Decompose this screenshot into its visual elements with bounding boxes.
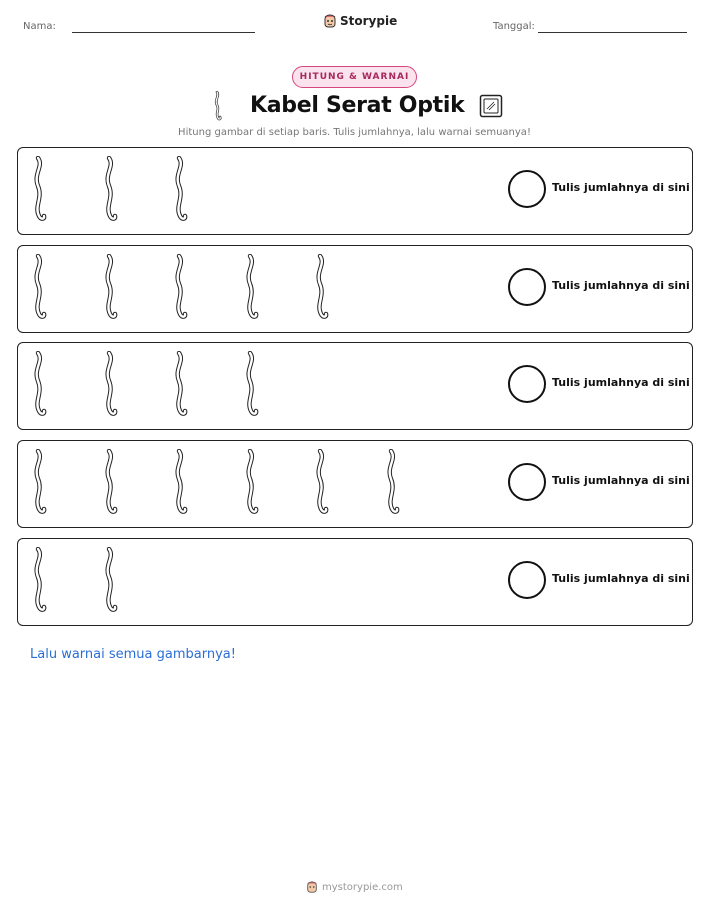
answer-label: Tulis jumlahnya di sini: [552, 572, 690, 585]
fiber-optic-cable-icon: [212, 91, 224, 121]
fiber-optic-cable-icon[interactable]: [171, 449, 193, 515]
answer-label: Tulis jumlahnya di sini: [552, 474, 690, 487]
count-row-4: [17, 440, 693, 528]
fiber-optic-cable-icon[interactable]: [242, 449, 264, 515]
coloring-instruction: Lalu warnai semua gambarnya!: [30, 647, 236, 662]
fiber-optic-cable-icon[interactable]: [171, 156, 193, 222]
fiber-optic-cable-icon[interactable]: [242, 254, 264, 320]
fiber-optic-cable-icon[interactable]: [312, 254, 334, 320]
fiber-optic-cable-icon[interactable]: [383, 449, 405, 515]
fiber-optic-cable-icon[interactable]: [312, 449, 334, 515]
count-row-1: [17, 147, 693, 235]
page-title: Kabel Serat Optik: [250, 93, 465, 118]
fiber-optic-cable-icon[interactable]: [30, 449, 52, 515]
answer-label: Tulis jumlahnya di sini: [552, 376, 690, 389]
count-row-3: [17, 342, 693, 430]
answer-circle[interactable]: [508, 463, 546, 501]
fiber-optic-cable-icon[interactable]: [30, 351, 52, 417]
answer-label: Tulis jumlahnya di sini: [552, 181, 690, 194]
site-url: mystorypie.com: [322, 881, 403, 893]
answer-circle[interactable]: [508, 170, 546, 208]
fiber-optic-cable-icon[interactable]: [101, 156, 123, 222]
name-label: Nama:: [23, 21, 56, 32]
fiber-optic-cable-icon[interactable]: [30, 156, 52, 222]
fiber-optic-cable-icon[interactable]: [101, 449, 123, 515]
date-line[interactable]: [538, 32, 687, 33]
date-label: Tanggal:: [493, 21, 535, 32]
brand-logo: [323, 13, 397, 29]
count-row-2: [17, 245, 693, 333]
instructions: Hitung gambar di setiap baris. Tulis jumlahnya, lalu warnai semuanya!: [178, 127, 531, 138]
fiber-optic-cable-icon[interactable]: [30, 254, 52, 320]
fiber-optic-cable-icon[interactable]: [30, 547, 52, 613]
site-footer: [306, 880, 403, 894]
name-line[interactable]: [72, 32, 255, 33]
fiber-optic-cable-icon[interactable]: [171, 351, 193, 417]
answer-circle[interactable]: [508, 365, 546, 403]
fiber-optic-cable-icon[interactable]: [242, 351, 264, 417]
storypie-mascot-icon: [323, 13, 337, 29]
title-block: [0, 90, 709, 124]
fiber-optic-cable-icon[interactable]: [101, 547, 123, 613]
fiber-optic-cable-icon[interactable]: [101, 351, 123, 417]
fiber-optic-cable-icon[interactable]: [171, 254, 193, 320]
activity-badge: HITUNG & WARNAI: [292, 66, 417, 88]
fiber-optic-cable-icon[interactable]: [101, 254, 123, 320]
answer-label: Tulis jumlahnya di sini: [552, 279, 690, 292]
screen-icon: [479, 94, 503, 118]
answer-circle[interactable]: [508, 561, 546, 599]
brand-name: Storypie: [340, 14, 398, 28]
storypie-mascot-icon: [306, 880, 318, 894]
answer-circle[interactable]: [508, 268, 546, 306]
count-row-5: [17, 538, 693, 626]
